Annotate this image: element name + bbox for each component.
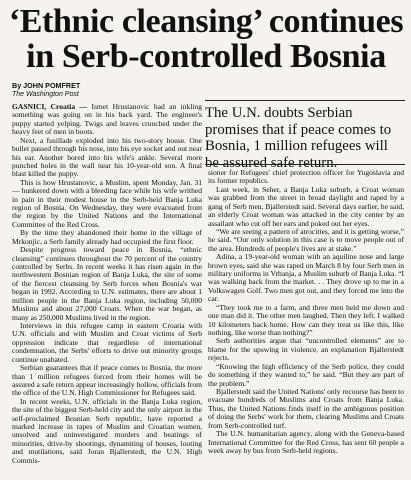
headline-line-1: ‘Ethnic cleansing’ continues [8,3,404,40]
article-paragraph: “They took me to a farm, and three men held me down and one man did it. The other men laughed. Then they left. I walked 10 kilometers back home. How can they treat us like this, like nothing, like worse than nothing?” [208,302,404,338]
article-paragraph: In recent weeks, U.N. officials in the Banja Luka region, the site of the biggest Serb-held city and the only airport in the self-proclaimed Bosnian Serb republic, have reported a marked increase in rapes of Muslim and Croatian women, unsolved and uninvestigated murders and beatings of minorities, drive-by shootings, dynamiting of houses, looting and mutilations, said Joran Bjallerstedt, the U.N. High Commis- [12,396,202,465]
article-column-1 [12,103,202,475]
article-paragraph: By the time they abandoned their home in the village of Mrkonjic, a Serb family already had occupied the first floor. [12,228,202,246]
article-paragraph: Next, a fusillade exploded into his two-story house. One bullet passed through his nose, into his eye socket and out near his ear. Another bored into his wife's ankle. Several more punched holes in the wall near his 10-year-old son. A final blast killed the puppy. [12,135,202,179]
headline-line-2: in Serb-controlled Bosnia [26,38,386,75]
article-paragraph: “We are seeing a pattern of atrocities, and it is getting worse,” he said. “Our only solution in this case is to move people out of the area. Hundreds of people's lives are at stake.” [208,226,404,253]
article-paragraph: “Knowing the high efficiency of the Serb police, they could do something if they wanted to,” he said. “But they are part of the problem.” [208,361,404,388]
article-paragraph: The U.N. humanitarian agency, along with the Geneva-based International Committee for the Red Cross, has sent 60 people a week away by bus from Serb-held regions. [208,429,404,455]
article-paragraph: Last week, in Seher, a Banja Luka suburb, a Croat woman was grabbed from the street in broad daylight and raped by a gang of Serb men, Bjallerstedt said. Several days earlier, he said, an elderly Croat woman was attacked in the city center by an assailant who cut off her ears and poked out her eyes. [208,184,404,228]
article-paragraph: This is how Hrustanovic, a Muslim, spent Monday, Jan. 31 — hunkered down with a bleeding face while his wife writhed in pain in their modest house in the Serb-held Banja Luka region of Bosnia. On Wednesday, they were evacuated from the region by the United Nations and the International Committee of the Red Cross. [12,177,202,229]
deck-bottom-rule [205,164,405,165]
dateline: GASNICI, Croatia — [12,103,88,111]
article-paragraph: Interviews in this refugee camp in eastern Croatia with U.N. officials and with Muslim and Croat victims of Serb oppression indicate that regardless of international condemnation, the Serbs' efforts to drive out minority groups continue unabated. [12,320,202,364]
article-paragraph: sioner for Refugees' chief protection officer for Yugoslavia and its former republics. [208,169,404,186]
article-paragraph: Despite progress toward peace in Bosnia, “ethnic cleansing” continues throughout the 70 percent of the country controlled by Serbs. In recent weeks it has risen again in the northwestern Bosnian region of Banja Luka, the site of some of the fiercest cleansing by Serb forces when Bosnia's war began in 1992. According to U.N. estimates, there are about 1 million people in the Banja Luka region, including 50,000 Muslims and about 27,000 Croats. When the war began, as many as 250,000 Muslims lived in the region. [12,245,202,322]
article-paragraph: Bjallerstedt said the United Nations' only recourse has been to evacuate hundreds of Muslims and Croats from Banja Luka. Thus, the United Nations finds itself in the ambiguous position of doing the Serbs' work for them, clearing Muslims and Croats from Serb-controlled turf. [208,386,404,430]
article-paragraph: GASNICI, Croatia — Ismet Hrustanovic had an inkling something was going on in his back yard. The engineer's puppy started yelping. Twigs and leaves crunched under the heavy feet of men in boots. [12,103,202,137]
pull-quote-deck: The U.N. doubts Serbian promises that if peace comes to Bosnia, 1 million refugees will be assured safe return. [205,100,405,171]
article-column-2 [208,169,404,477]
headline [6,4,406,74]
byline [12,81,202,99]
article-paragraph: Adina, a 19-year-old woman with an aquiline nose and large brown eyes, said she was raped on March 8 by four Serb men in military uniforms in Vrbanja, a Muslim suburb of Banja Luka. “I was walking back from the market. . . They drove up to me in a Volkswagen Golf. Two men got out, and they forced me into the car. [208,252,404,304]
byline-author: By JOHN POMFRET [12,81,81,90]
article-paragraph: Serbian guarantees that if peace comes to Bosnia, the more than 1 million refugees forced from their homes will be assured a safe return appear increasingly hollow, officials from the office of the U.N. High Commissioner for Refugees said. [12,363,202,398]
byline-outlet: The Washington Post [12,91,79,98]
article-paragraph: Serb authorities argue that “uncontrolled elements” are to blame for the upswing in violence, an explanation Bjallerstedt rejects. [208,336,404,363]
